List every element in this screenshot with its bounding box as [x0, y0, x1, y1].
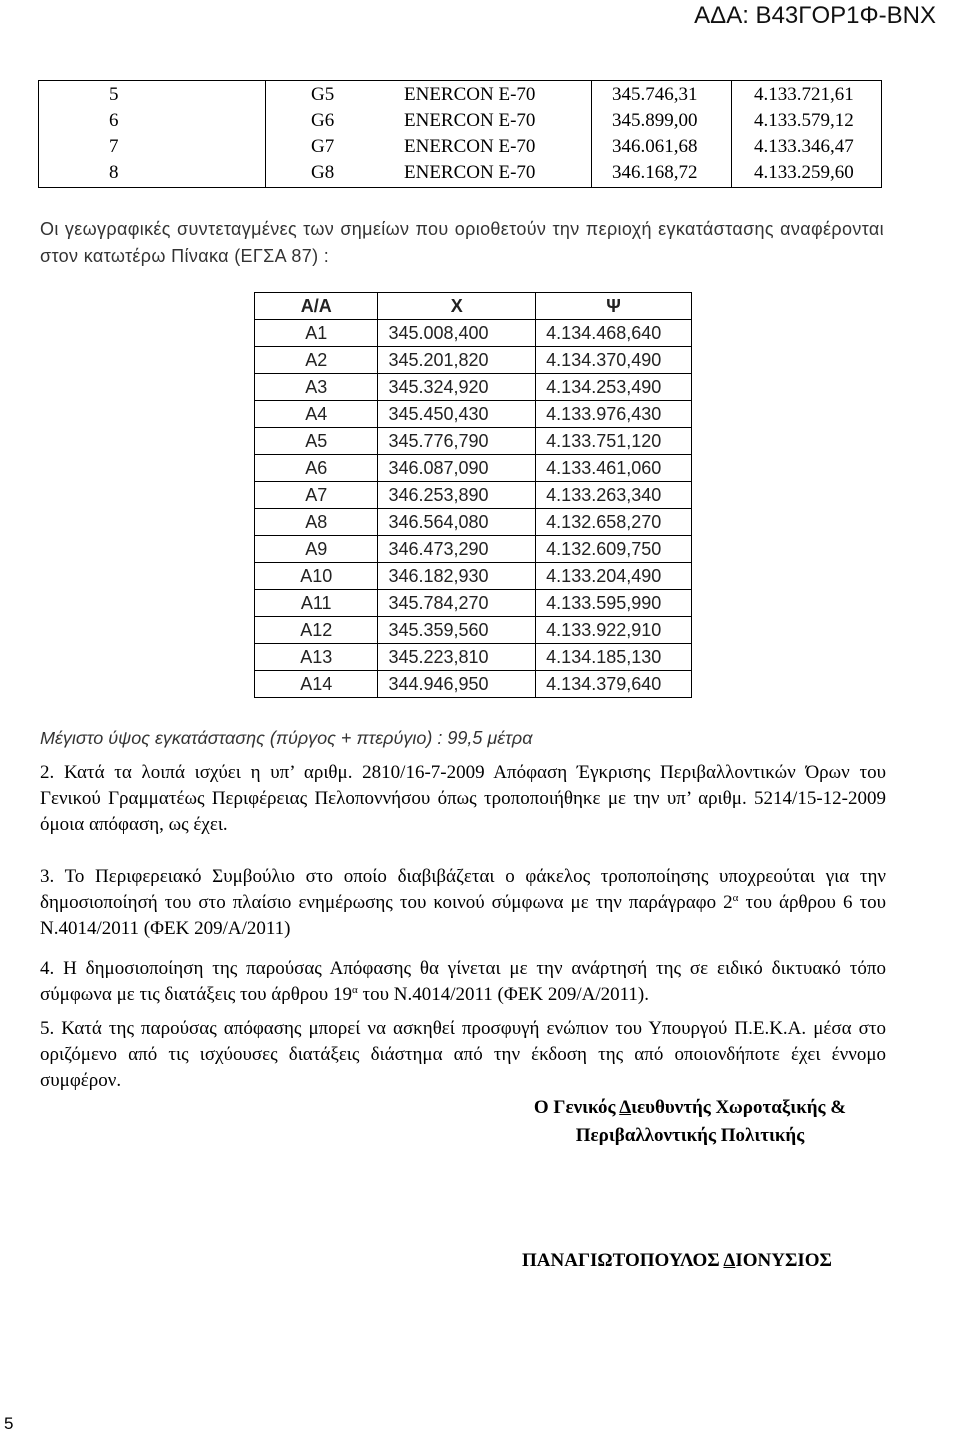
x-cell: 346.253,890 — [378, 482, 536, 509]
turbines-table — [38, 80, 882, 188]
signer-title-line-1 — [440, 1094, 940, 1122]
point-id-cell: Α10 — [255, 563, 378, 590]
turbine-y: 4.133.579,12 — [754, 110, 854, 131]
point-id-cell: Α2 — [255, 347, 378, 374]
point-id-cell: Α12 — [255, 617, 378, 644]
coordinates-intro: Οι γεωγραφικές συντεταγμένες των σημείων που οριοθετούν την περιοχή εγκατάστασης αναφέρονται στον κατωτέρω Πίνακα (ΕΓΣΑ 87) : — [40, 219, 884, 266]
table-row — [255, 347, 692, 374]
turbine-id: G8 — [311, 162, 335, 183]
y-cell: 4.134.370,490 — [536, 347, 692, 374]
table-row — [255, 374, 692, 401]
x-cell: 345.784,270 — [378, 590, 536, 617]
turbine-number: 6 — [109, 110, 119, 131]
x-cell: 346.564,080 — [378, 509, 536, 536]
point-id-cell: Α8 — [255, 509, 378, 536]
x-cell: 346.087,090 — [378, 455, 536, 482]
ada-code: ΑΔΑ: Β43ΓΟΡ1Φ-ΒΝΧ — [694, 2, 936, 29]
column-header: Χ — [378, 293, 536, 320]
turbine-number: 8 — [109, 162, 119, 183]
turbine-id: G6 — [311, 110, 335, 131]
x-cell: 345.359,560 — [378, 617, 536, 644]
table-row — [255, 428, 692, 455]
y-cell: 4.134.468,640 — [536, 320, 692, 347]
x-cell: 345.201,820 — [378, 347, 536, 374]
x-cell: 345.324,920 — [378, 374, 536, 401]
turbine-id: G5 — [311, 84, 335, 105]
x-cell: 345.450,430 — [378, 401, 536, 428]
y-cell: 4.133.204,490 — [536, 563, 692, 590]
turbine-row — [39, 160, 881, 186]
turbine-x: 346.168,72 — [612, 162, 698, 183]
superscript: α — [732, 892, 739, 904]
y-cell: 4.132.658,270 — [536, 509, 692, 536]
table-row — [255, 644, 692, 671]
x-cell: 346.182,930 — [378, 563, 536, 590]
signer-title-line-2: Περιβαλλοντικής Πολιτικής — [575, 1125, 805, 1146]
signer-name-text: ΠΑΝΑΓΙΩΤΟΠΟΥΛΟΣ — [522, 1250, 724, 1271]
table-row — [255, 617, 692, 644]
table-row — [255, 482, 692, 509]
y-cell: 4.132.609,750 — [536, 536, 692, 563]
table-row — [255, 590, 692, 617]
table-row — [255, 320, 692, 347]
turbine-model: ENERCON E-70 — [404, 84, 536, 105]
polygon-table-body — [255, 320, 692, 698]
signer-name — [522, 1250, 832, 1272]
x-cell: 345.776,790 — [378, 428, 536, 455]
turbine-y: 4.133.346,47 — [754, 136, 854, 157]
superscript: α — [351, 984, 358, 996]
x-cell: 345.223,810 — [378, 644, 536, 671]
point-id-cell: Α3 — [255, 374, 378, 401]
y-cell: 4.134.185,130 — [536, 644, 692, 671]
table-row — [255, 455, 692, 482]
y-cell: 4.134.253,490 — [536, 374, 692, 401]
column-header: Α/Α — [255, 293, 378, 320]
turbine-id: G7 — [311, 136, 335, 157]
table-header-row — [255, 293, 692, 320]
turbine-row — [39, 134, 881, 160]
y-cell: 4.133.595,990 — [536, 590, 692, 617]
turbine-model: ENERCON E-70 — [404, 162, 536, 183]
x-cell: 344.946,950 — [378, 671, 536, 698]
x-cell: 345.008,400 — [378, 320, 536, 347]
point-id-cell: Α13 — [255, 644, 378, 671]
turbine-model: ENERCON E-70 — [404, 110, 536, 131]
signer-text: ιευθυντής Χωροταξικής & — [631, 1097, 847, 1118]
table-row — [255, 509, 692, 536]
column-header: Ψ — [536, 293, 692, 320]
turbine-model: ENERCON E-70 — [404, 136, 536, 157]
paragraph-4-text-end: του Ν.4014/2011 (ΦΕΚ 209/Α/2011). — [357, 984, 649, 1005]
point-id-cell: Α9 — [255, 536, 378, 563]
page-number: 5 — [4, 1414, 14, 1433]
paragraph-3 — [40, 864, 886, 942]
point-id-cell: Α5 — [255, 428, 378, 455]
table-row — [255, 671, 692, 698]
paragraph-5: 5. Κατά της παρούσας απόφασης μπορεί να ασκηθεί προσφυγή ενώπιον του Υπουργού Π.Ε.Κ.Α. μέσα στο οριζόμενο από τις ισχύουσες διατάξεις διάστημα από την έκδοση της από οποιονδήποτε έχει έννομο συμφέρον. — [40, 1018, 886, 1091]
point-id-cell: Α1 — [255, 320, 378, 347]
paragraph-4 — [40, 956, 886, 1008]
turbine-row — [39, 82, 881, 108]
point-id-cell: Α6 — [255, 455, 378, 482]
turbine-number: 7 — [109, 136, 119, 157]
table-row — [255, 563, 692, 590]
table-row — [255, 536, 692, 563]
max-height-note: Μέγιστο ύψος εγκατάστασης (πύργος + πτερύγιο) : 99,5 μέτρα — [40, 728, 533, 748]
signer-name-text: ΙΟΝΥΣΙΟΣ — [735, 1250, 832, 1271]
point-id-cell: Α14 — [255, 671, 378, 698]
point-id-cell: Α11 — [255, 590, 378, 617]
paragraph-3-text-end: του άρθρου 6 του Ν.4014/2011 (ΦΕΚ 209/Α/2011) — [40, 892, 886, 939]
turbine-x: 346.061,68 — [612, 136, 698, 157]
y-cell: 4.133.461,060 — [536, 455, 692, 482]
turbine-x: 345.899,00 — [612, 110, 698, 131]
paragraph-3-text: 3. Το Περιφερειακό Συμβούλιο στο οποίο διαβιβάζεται ο φάκελος τροποποίησης υποχρεούται για την δημοσιοποίησή του στο πλαίσιο ενημέρωσης του κοινού σύμφωνα με την παράγραφο 2 — [40, 866, 886, 913]
y-cell: 4.134.379,640 — [536, 671, 692, 698]
turbine-y: 4.133.721,61 — [754, 84, 854, 105]
y-cell: 4.133.976,430 — [536, 401, 692, 428]
y-cell: 4.133.263,340 — [536, 482, 692, 509]
y-cell: 4.133.922,910 — [536, 617, 692, 644]
polygon-coordinates-table — [254, 292, 692, 698]
turbine-row — [39, 108, 881, 134]
x-cell: 346.473,290 — [378, 536, 536, 563]
point-id-cell: Α7 — [255, 482, 378, 509]
turbine-number: 5 — [109, 84, 119, 105]
signer-name-underlined-letter: Δ — [723, 1250, 736, 1271]
signer-text: Ο Γενικός — [533, 1097, 620, 1118]
paragraph-4-text: 4. Η δημοσιοποίηση της παρούσας Απόφασης θα γίνεται με την ανάρτησή της σε ειδικό δικτυακό τόπο σύμφωνα με τις διατάξεις του άρθρου 19 — [40, 958, 886, 1005]
turbine-y: 4.133.259,60 — [754, 162, 854, 183]
point-id-cell: Α4 — [255, 401, 378, 428]
turbine-x: 345.746,31 — [612, 84, 698, 105]
table-row — [255, 401, 692, 428]
paragraph-2: 2. Κατά τα λοιπά ισχύει η υπ’ αριθμ. 2810/16-7-2009 Απόφαση Έγκρισης Περιβαλλοντικών Όρων του Γενικού Γραμματέως Περιφέρειας Πελοποννήσου όπως τροποποιήθηκε με την υπ’ αριθμ. 5214/15-12-2009 όμοια απόφαση, ως έχει. — [40, 762, 886, 835]
y-cell: 4.133.751,120 — [536, 428, 692, 455]
signer-title — [440, 1094, 940, 1150]
signer-underlined-letter: Δ — [619, 1097, 632, 1118]
